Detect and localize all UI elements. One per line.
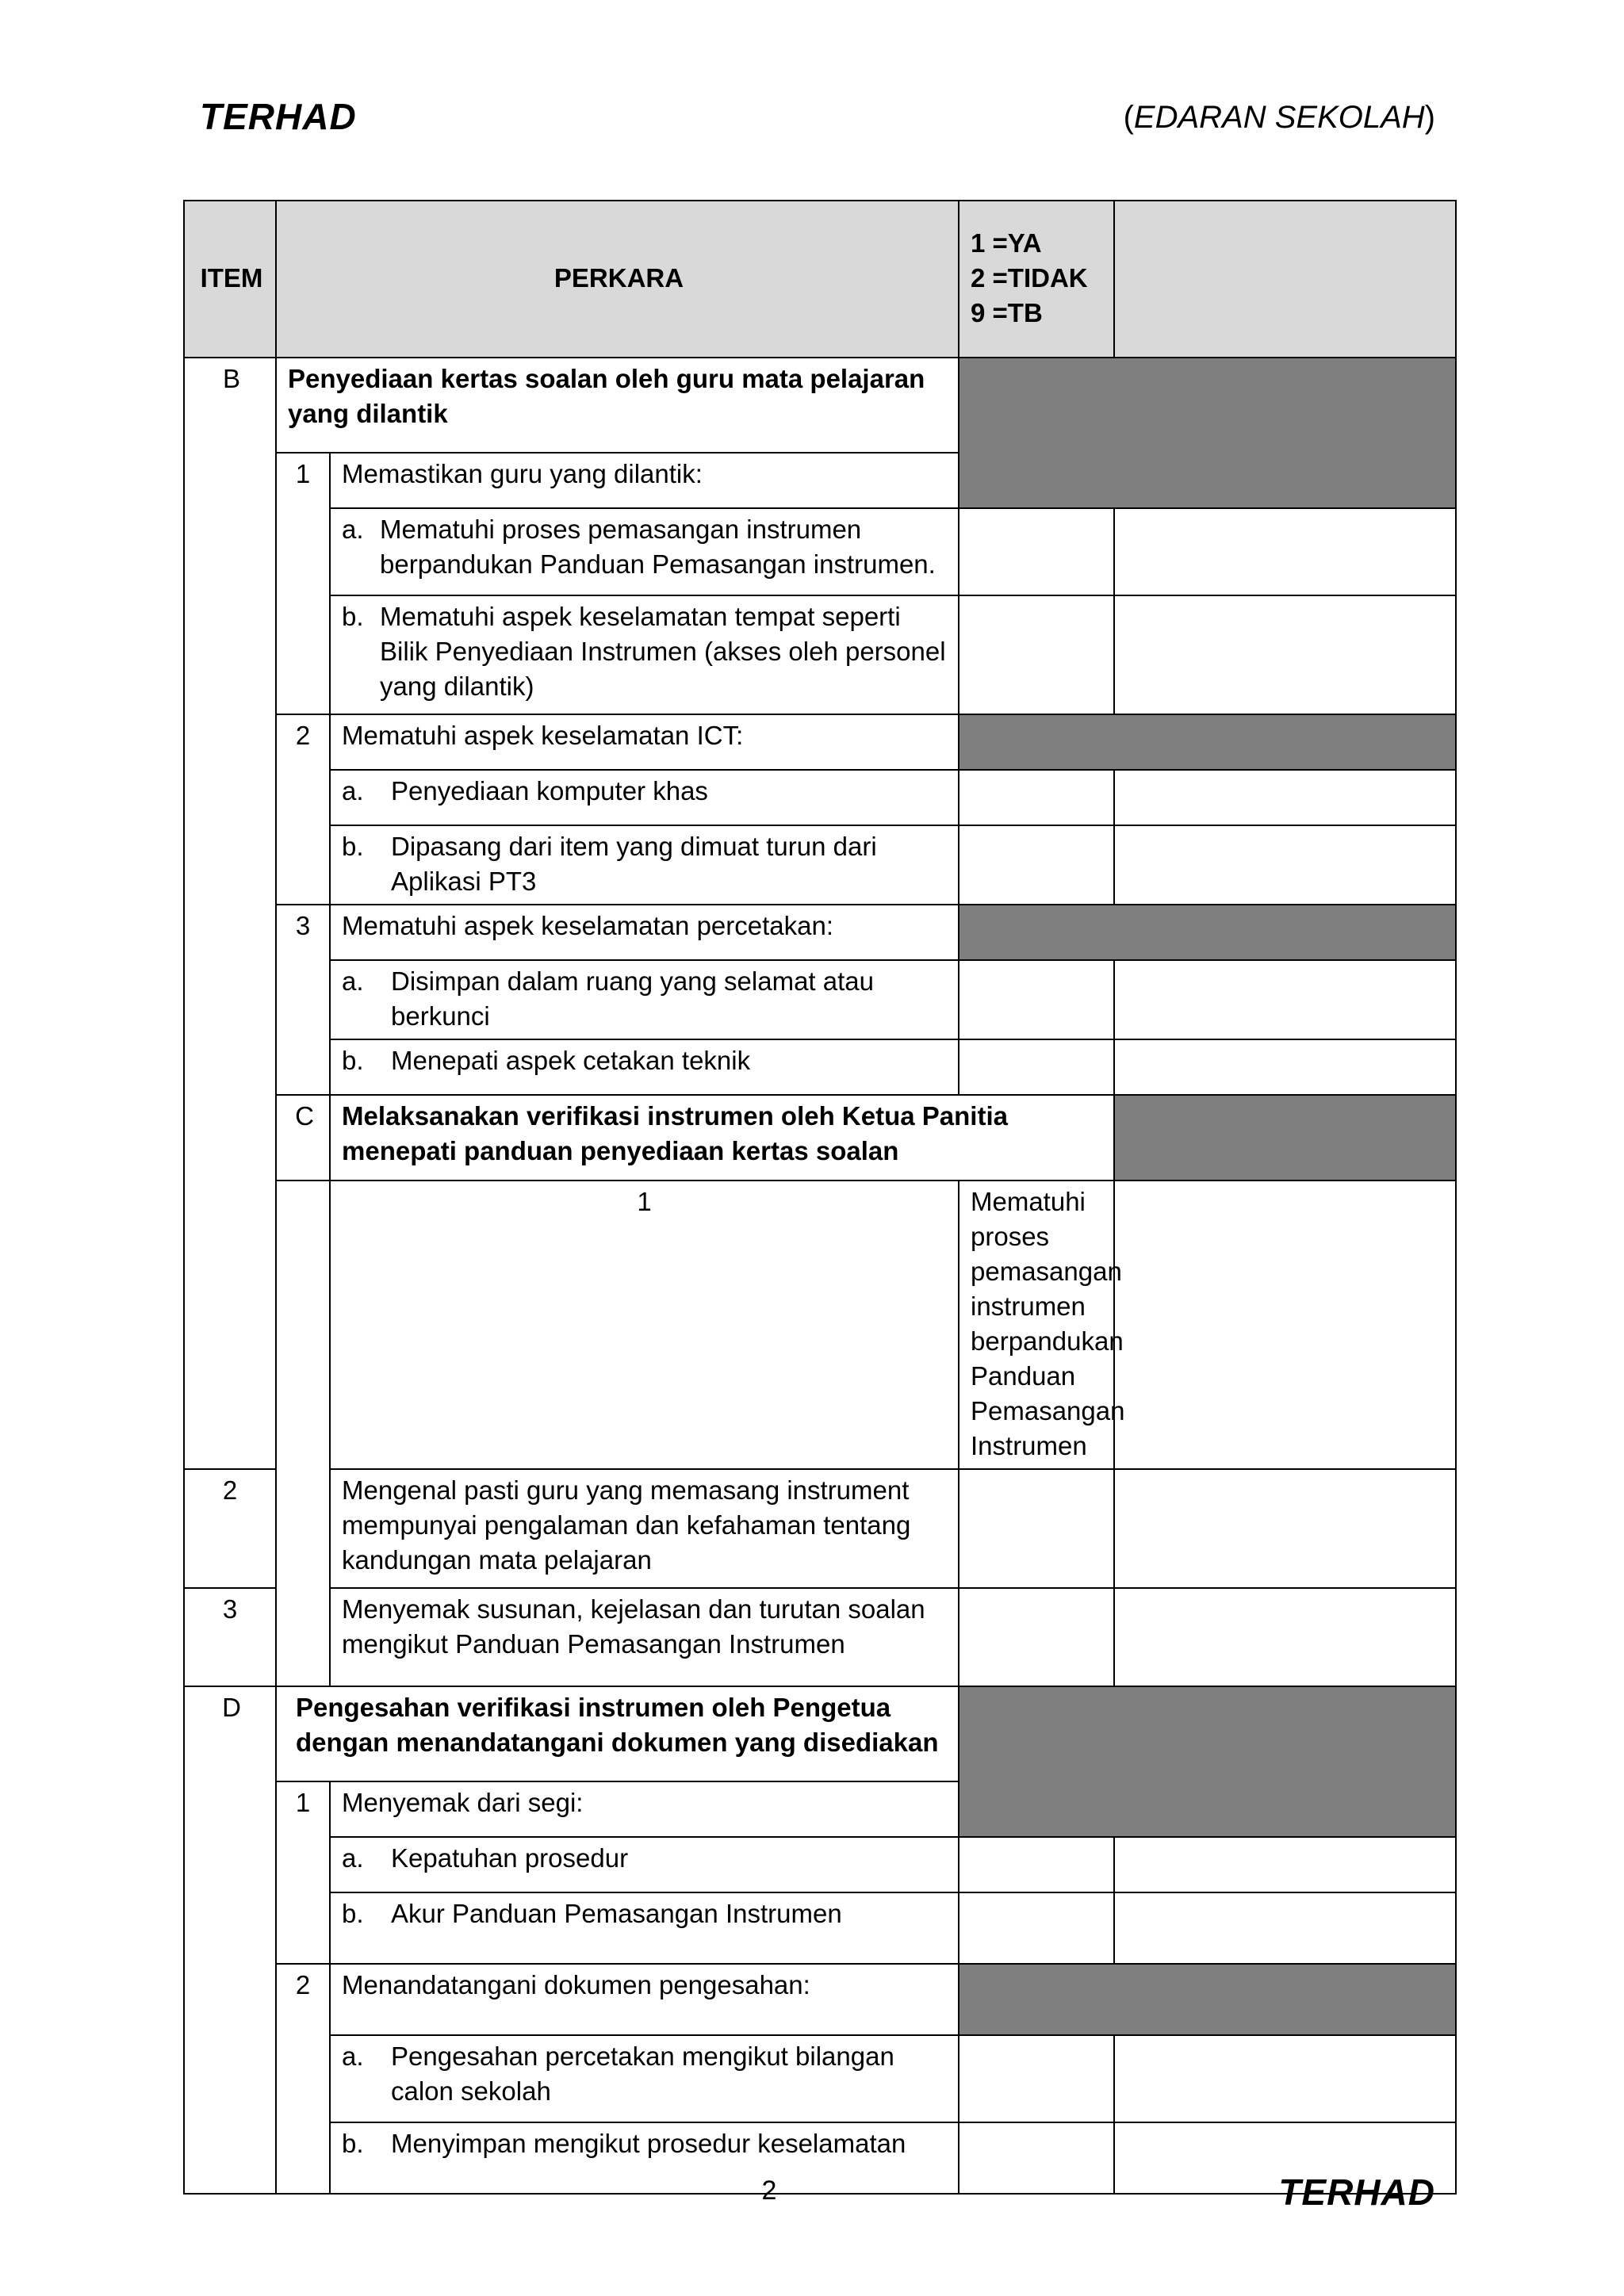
sub-item	[330, 1837, 959, 1892]
answer-cell[interactable]	[1114, 1181, 1456, 1469]
item-number: 1	[276, 453, 330, 714]
item-number: 1	[276, 1781, 330, 1964]
sub-item	[330, 2122, 959, 2194]
section-code-c: C	[276, 1095, 330, 1181]
answer-cell[interactable]	[959, 2122, 1114, 2194]
shaded-cell	[959, 1964, 1456, 2035]
table-row	[184, 1469, 1456, 1588]
header-paren-close: )	[1424, 100, 1435, 135]
shaded-cell	[959, 1686, 1456, 1837]
sub-item-text: Menepati aspek cetakan teknik	[391, 1046, 751, 1075]
sub-item-label: b.	[342, 2129, 364, 2158]
answer-cell[interactable]	[959, 960, 1114, 1039]
answer-cell[interactable]	[959, 770, 1114, 825]
sub-item-label: a.	[342, 1843, 364, 1873]
header-distribution-text: EDARAN SEKOLAH	[1133, 100, 1425, 135]
sub-item	[330, 825, 959, 905]
sub-item-label: a.	[342, 2042, 364, 2071]
answer-cell[interactable]	[959, 1469, 1114, 1588]
shaded-cell	[959, 714, 1456, 770]
sub-item-text: Penyediaan komputer khas	[391, 776, 708, 806]
column-header-item: ITEM	[184, 201, 276, 358]
remarks-cell[interactable]	[1114, 1588, 1456, 1686]
remarks-cell[interactable]	[1114, 960, 1456, 1039]
sub-item	[330, 595, 959, 714]
shaded-cell	[959, 905, 1456, 960]
legend-ya: 1 =YA	[971, 228, 1042, 258]
item-number: 2	[184, 1469, 276, 1588]
item-number: 3	[184, 1588, 276, 1686]
remarks-cell[interactable]	[1114, 1892, 1456, 1964]
table-row	[184, 1181, 1456, 1469]
section-code-d: D	[184, 1686, 276, 2194]
sub-item-text: Disimpan dalam ruang yang selamat atau berkunci	[391, 966, 875, 1031]
table-header-row	[184, 201, 1456, 358]
answer-cell[interactable]	[959, 508, 1114, 595]
answer-cell[interactable]	[959, 595, 1114, 714]
table-row	[184, 1588, 1456, 1686]
sub-item-label: a.	[342, 966, 364, 996]
item-text: Memastikan guru yang dilantik:	[330, 453, 959, 508]
item-number: 3	[276, 905, 330, 1095]
table-row	[184, 595, 1456, 714]
sub-item-label: a.	[342, 515, 364, 544]
legend-tidak: 2 =TIDAK	[971, 263, 1088, 293]
item-text: Mematuhi aspek keselamatan ICT:	[330, 714, 959, 770]
remarks-cell[interactable]	[1114, 508, 1456, 595]
sub-item	[330, 1039, 959, 1095]
section-title-c: Melaksanakan verifikasi instrumen oleh Ketua Panitia menepati panduan penyediaan kertas soalan	[330, 1095, 1114, 1181]
table-row	[184, 2035, 1456, 2122]
item-number: 2	[276, 714, 330, 905]
item-text: Menandatangani dokumen pengesahan:	[330, 1964, 959, 2035]
sub-item-label: b.	[342, 1899, 364, 1928]
remarks-cell[interactable]	[1114, 2035, 1456, 2122]
section-spacer	[276, 1181, 330, 1686]
section-row-d	[184, 1686, 1456, 1781]
table-row	[184, 2122, 1456, 2194]
legend-tb: 9 =TB	[971, 298, 1043, 327]
answer-cell[interactable]	[959, 1039, 1114, 1095]
remarks-cell[interactable]	[1114, 1039, 1456, 1095]
section-row-c	[184, 1095, 1456, 1181]
answer-cell[interactable]	[959, 1588, 1114, 1686]
section-code-b: B	[184, 358, 276, 1469]
item-number: 1	[330, 1181, 959, 1469]
section-row-b	[184, 358, 1456, 453]
table-row	[184, 905, 1456, 960]
column-header-perkara: PERKARA	[276, 201, 959, 358]
table-row	[184, 508, 1456, 595]
sub-item-text: Dipasang dari item yang dimuat turun dari Aplikasi PT3	[391, 832, 877, 896]
sub-item-label: b.	[342, 832, 364, 861]
sub-item-text: Menyimpan mengikut prosedur keselamatan	[391, 2129, 906, 2158]
table-row	[184, 1837, 1456, 1892]
table-row	[184, 960, 1456, 1039]
remarks-cell[interactable]	[1114, 825, 1456, 905]
item-text: Mematuhi proses pemasangan instrumen berpandukan Panduan Pemasangan Instrumen	[959, 1181, 1114, 1469]
sub-item-label: b.	[342, 1046, 364, 1075]
sub-item-label: a.	[342, 776, 364, 806]
column-header-legend	[959, 201, 1114, 358]
answer-cell[interactable]	[959, 825, 1114, 905]
section-title-b: Penyediaan kertas soalan oleh guru mata pelajaran yang dilantik	[276, 358, 959, 453]
sub-item-text: Pengesahan percetakan mengikut bilangan calon sekolah	[391, 2042, 894, 2106]
remarks-cell[interactable]	[1114, 1837, 1456, 1892]
sub-item	[330, 1892, 959, 1964]
item-text: Menyemak dari segi:	[330, 1781, 959, 1837]
section-title-d: Pengesahan verifikasi instrumen oleh Pengetua dengan menandatangani dokumen yang disediakan	[276, 1686, 959, 1781]
checklist-table	[183, 200, 1457, 2195]
footer-classification: TERHAD	[1278, 2172, 1435, 2213]
remarks-cell[interactable]	[1114, 770, 1456, 825]
table-row	[184, 770, 1456, 825]
header-distribution	[1102, 100, 1435, 136]
page-number: 2	[761, 2175, 777, 2206]
header-paren-open: (	[1123, 100, 1134, 135]
sub-item-text: Mematuhi aspek keselamatan tempat seperti Bilik Penyediaan Instrumen (akses oleh personel yang dilantik)	[380, 602, 946, 701]
sub-item	[330, 508, 959, 595]
item-text: Mengenal pasti guru yang memasang instrument mempunyai pengalaman dan kefahaman tentang kandungan mata pelajaran	[330, 1469, 959, 1588]
shaded-cell	[959, 358, 1456, 508]
column-header-notes	[1114, 201, 1456, 358]
sub-item-label: b.	[342, 602, 364, 631]
answer-cell[interactable]	[959, 1892, 1114, 1964]
sub-item-text: Akur Panduan Pemasangan Instrumen	[391, 1899, 842, 1928]
header-classification: TERHAD	[200, 96, 357, 137]
item-text: Menyemak susunan, kejelasan dan turutan soalan mengikut Panduan Pemasangan Instrumen	[330, 1588, 959, 1686]
table-row	[184, 1892, 1456, 1964]
shaded-cell	[1114, 1095, 1456, 1181]
remarks-cell[interactable]	[1114, 1469, 1456, 1588]
table-row	[184, 825, 1456, 905]
sub-item	[330, 960, 959, 1039]
table-row	[184, 1039, 1456, 1095]
remarks-cell[interactable]	[1114, 595, 1456, 714]
item-text: Mematuhi aspek keselamatan percetakan:	[330, 905, 959, 960]
sub-item-text: Kepatuhan prosedur	[391, 1843, 629, 1873]
sub-item-text: Mematuhi proses pemasangan instrumen berpandukan Panduan Pemasangan instrumen.	[380, 515, 936, 579]
table-row	[184, 714, 1456, 770]
answer-cell[interactable]	[959, 2035, 1114, 2122]
sub-item	[330, 770, 959, 825]
table-row	[184, 1964, 1456, 2035]
answer-cell[interactable]	[959, 1837, 1114, 1892]
item-number: 2	[276, 1964, 330, 2194]
sub-item	[330, 2035, 959, 2122]
